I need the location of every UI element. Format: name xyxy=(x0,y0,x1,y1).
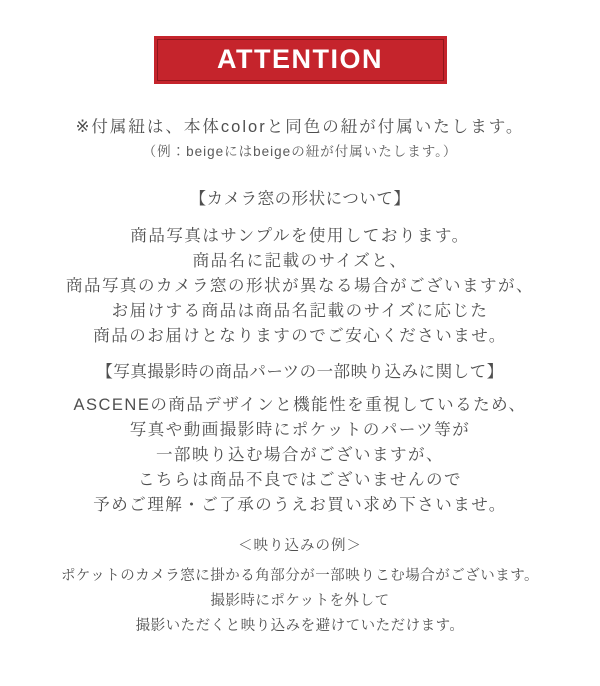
camera-window-shape-heading: 【カメラ窓の形状について】 xyxy=(189,190,411,208)
body-line: 撮影時にポケットを外して xyxy=(210,593,390,609)
body-line: 商品名に記載のサイズと、 xyxy=(192,252,408,270)
attention-banner xyxy=(154,36,447,84)
attention-notice-page xyxy=(0,36,600,686)
body-line: 写真や動画撮影時にポケットのパーツ等が xyxy=(129,421,471,439)
body-line: 商品のお届けとなりますのでご安心くださいませ。 xyxy=(93,327,507,345)
body-line: ポケットのカメラ窓に掛かる角部分が一部映りこむ場合がございます。 xyxy=(60,568,540,584)
accessory-strap-note-line: ※付属紐は、本体colorと同色の紐が付属いたします。 xyxy=(75,118,525,136)
attention-banner-label: ATTENTION xyxy=(217,43,383,74)
body-line: 予めご理解・ご了承のうえお買い求め下さいませ。 xyxy=(93,496,507,514)
photo-reflection-body xyxy=(0,393,600,518)
reflection-example-section xyxy=(0,534,600,639)
attention-banner-inner-border xyxy=(157,39,444,81)
body-line: こちらは商品不良ではございませんので xyxy=(138,471,462,489)
body-line: 商品写真はサンプルを使用しております。 xyxy=(130,227,470,245)
reflection-example-heading: ＜映り込みの例＞ xyxy=(238,538,362,554)
body-line: ASCENEの商品デザインと機能性を重視しているため、 xyxy=(73,396,527,414)
photo-reflection-section xyxy=(0,359,600,518)
camera-window-shape-section xyxy=(0,186,600,349)
body-line: 撮影いただくと映り込みを避けていただけます。 xyxy=(135,618,465,634)
reflection-example-body xyxy=(0,564,600,639)
accessory-strap-note xyxy=(0,114,600,164)
accessory-strap-note-example: （例：beigeにはbeigeの紐が付属いたします。） xyxy=(142,144,458,159)
body-line: お届けする商品は商品名記載のサイズに応じた xyxy=(111,302,489,320)
body-line: 一部映り込む場合がございますが、 xyxy=(156,446,444,464)
camera-window-shape-body xyxy=(0,224,600,349)
body-line: 商品写真のカメラ窓の形状が異なる場合がございますが、 xyxy=(66,277,534,295)
photo-reflection-heading: 【写真撮影時の商品パーツの一部映り込みに関して】 xyxy=(96,363,504,381)
